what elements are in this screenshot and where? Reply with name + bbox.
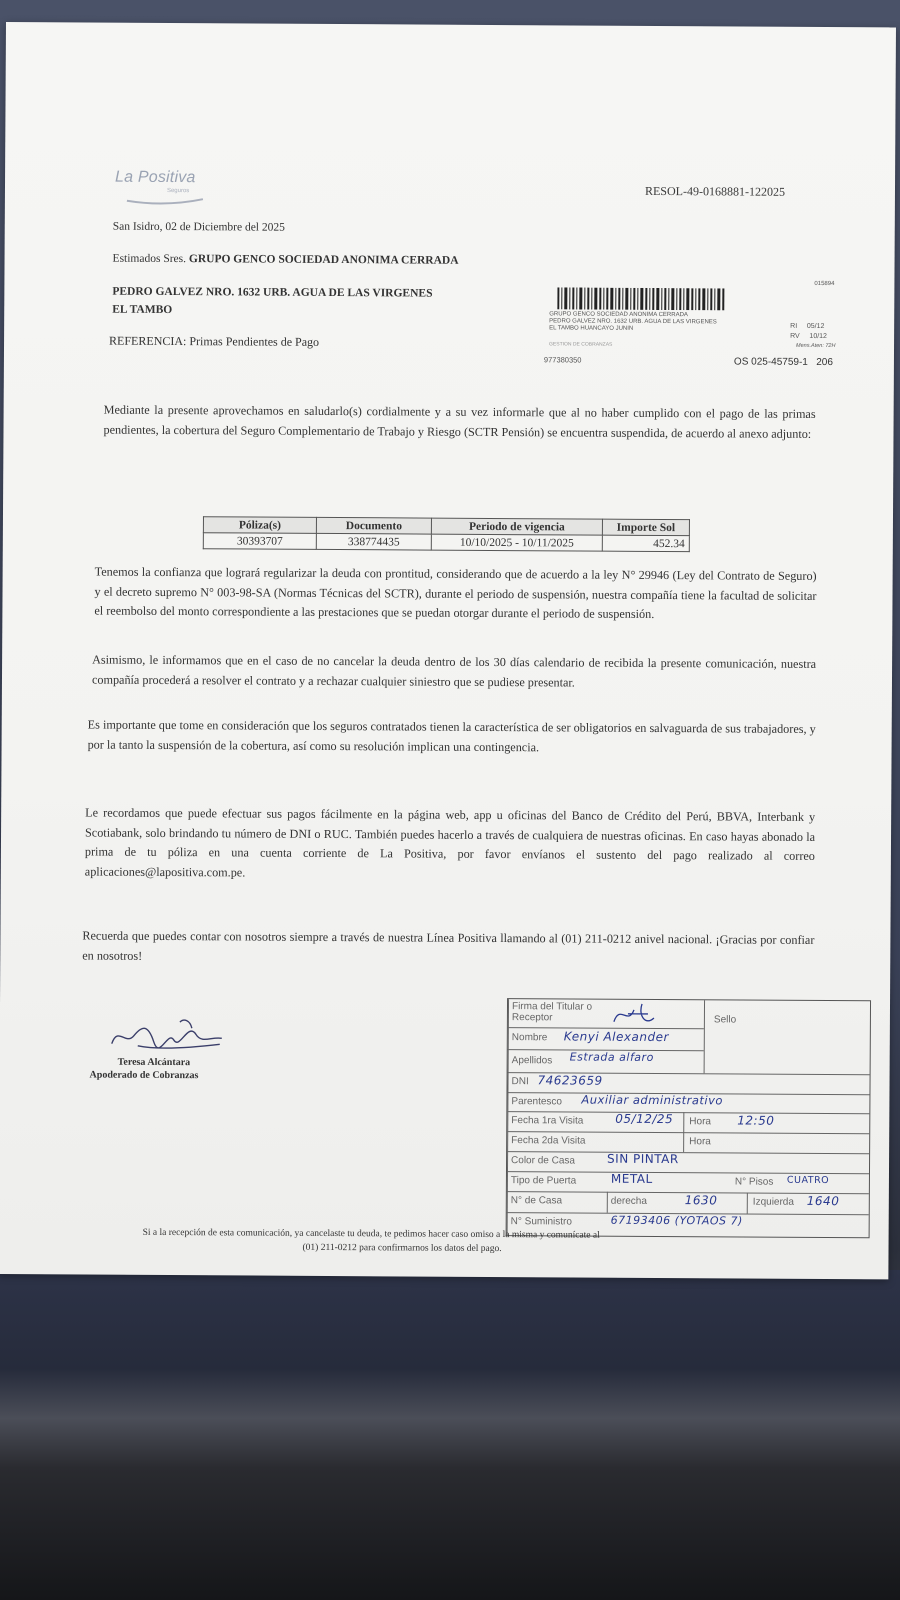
header-periodo: Periodo de vigencia xyxy=(431,518,602,535)
reference-line: REFERENCIA: Primas Pendientes de Pago xyxy=(109,333,320,349)
salutation xyxy=(113,253,459,267)
header-importe: Importe Sol xyxy=(602,519,689,536)
parentesco-value: Auxiliar administrativo xyxy=(581,1092,723,1108)
hora2-label: Hora xyxy=(689,1136,711,1148)
signer-title: Apoderado de Cobranzas xyxy=(89,1069,199,1082)
policy-table xyxy=(203,516,690,552)
nombre-value: Kenyi Alexander xyxy=(563,1029,669,1045)
signer-name: Teresa Alcántara xyxy=(117,1056,191,1069)
paragraph-pagos: Le recordamos que puede efectuar sus pagos fácilmente en la página web, app u oficinas del Banco de Crédito del Perú, BBVA, Interbank y Scotiabank, solo brindando tu número de DNI o RUC. También puedes hacerlo a través de cualquiera de nuestras oficinas. En caso hayas abonado la prima de tu póliza en una cuenta corriente de La Positiva, por favor envíanos el sustento del pago realizado al correo aplicaciones@lapositiva.com.pe. xyxy=(84,805,816,879)
address-line-2: EL TAMBO xyxy=(112,303,173,317)
color-casa-value: SIN PINTAR xyxy=(607,1151,679,1167)
sticker-line-3: EL TAMBO HUANCAYO JUNIN xyxy=(549,325,634,332)
derecha-value: 1630 xyxy=(684,1193,718,1208)
sticker-os-code: OS 025-45759-1 206 xyxy=(733,356,833,369)
header-documento: Documento xyxy=(316,517,431,534)
dni-value: 74623659 xyxy=(537,1073,603,1088)
casa-label: N° de Casa xyxy=(510,1195,563,1207)
sticker-line-2: PEDRO GALVEZ NRO. 1632 URB. AGUA DE LAS VIRGENES xyxy=(549,318,717,326)
hora1-label: Hora xyxy=(689,1116,712,1128)
izquierda-label: Izquierda xyxy=(752,1196,794,1208)
firma-label: Firma del Titular o Receptor xyxy=(511,1001,593,1024)
sticker-ri: RI 05/12 xyxy=(790,322,825,331)
company-name: GRUPO GENCO SOCIEDAD ANONIMA CERRADA xyxy=(188,253,459,267)
color-casa-label: Color de Casa xyxy=(511,1155,576,1167)
sticker-line-4: GESTION DE COBRANZAS xyxy=(549,341,613,348)
logo-subtitle: Seguros xyxy=(166,187,190,195)
derecha-label: derecha xyxy=(610,1195,647,1207)
cell-importe: 452.34 xyxy=(602,535,689,552)
salutation-prefix: Estimados Sres. xyxy=(112,252,187,266)
sticker-number: 977380350 xyxy=(543,355,582,365)
table-row xyxy=(203,533,689,552)
apellidos-label: Apellidos xyxy=(511,1055,553,1067)
sticker-line-1: GRUPO GENCO SOCIEDAD ANONIMA CERRADA xyxy=(549,311,688,319)
reception-form xyxy=(506,998,871,1238)
izquierda-value: 1640 xyxy=(806,1193,840,1209)
letter-page xyxy=(0,22,896,1279)
parentesco-label: Parentesco xyxy=(511,1096,563,1108)
cell-documento: 338774435 xyxy=(316,533,431,550)
paragraph-contacto: Recuerda que puedes contar con nosotros siempre a través de nuestra Línea Positiva llamando al (01) 211-0212 anivel nacional. ¡Gracias por confiar en nosotros! xyxy=(82,928,815,963)
fecha2-label: Fecha 2da Visita xyxy=(511,1135,586,1147)
puerta-label: Tipo de Puerta xyxy=(510,1175,577,1187)
fecha1-value: 05/12/25 xyxy=(615,1111,674,1127)
paragraph-obligatorios: Es importante que tome en consideración que los seguros contratados tienen la característica de ser obligatorios en salvaguarda de sus trabajadores, y por la tanto la suspensión de la cobertura, así como su resolución implican una contingencia. xyxy=(87,717,816,754)
sticker-code: 015894 xyxy=(814,280,835,288)
suministro-label: N° Suministro xyxy=(510,1216,572,1228)
desk-background xyxy=(0,1270,900,1600)
receptor-signature-icon xyxy=(608,1000,668,1028)
cell-periodo: 10/10/2025 - 10/11/2025 xyxy=(431,534,602,551)
date-line: San Isidro, 02 de Diciembre del 2025 xyxy=(112,220,285,234)
intro-paragraph: Mediante la presente aprovechamos en saludarlo(s) cordialmente y a su vez informarle que al no haber cumplido con el pago de las primas pendientes, la cobertura del Seguro Complementario de Trabajo y Riesgo (SCTR Pensión) se encuentra suspendida, de acuerdo al anexo adjunto: xyxy=(103,402,816,441)
pisos-value: CUATRO xyxy=(786,1174,830,1187)
company-logo: La Positiva xyxy=(115,168,196,187)
hora1-value: 12:50 xyxy=(737,1113,775,1128)
header-poliza: Póliza(s) xyxy=(203,517,316,534)
puerta-value: METAL xyxy=(610,1171,653,1186)
sticker-mens: Mens.Aten: 72H xyxy=(796,342,836,350)
paragraph-ley: Tenemos la confianza que logrará regularizar la deuda con prontitud, considerando que de acuerdo a la ley N° 29946 (Ley del Contrato de Seguro) y el decreto supremo N° 003-98-SA (Normas Técnicas del SCTR), durante el periodo de suspensión, nuestra compañía tiene la facultad de solicitar el reembolso del monto correspondiente a las prestaciones que se puedan otorgar durante el periodo de suspensión. xyxy=(94,564,817,621)
dni-label: DNI xyxy=(511,1076,529,1088)
footer-note-2: (01) 211-0212 para confirmarnos los datos del pago. xyxy=(302,1242,502,1255)
signature-icon xyxy=(108,1016,228,1057)
apellidos-value: Estrada alfaro xyxy=(569,1050,654,1064)
nombre-label: Nombre xyxy=(511,1032,548,1044)
suministro-value: 67193406 (YOTAOS 7) xyxy=(610,1213,743,1228)
sello-label: Sello xyxy=(713,1014,737,1026)
barcode-icon xyxy=(557,287,725,310)
sticker-rv: RV 10/12 xyxy=(790,332,827,341)
resolution-code: RESOL-49-0168881-122025 xyxy=(644,183,786,199)
paragraph-plazo: Asimismo, le informamos que en el caso de no cancelar la deuda dentro de los 30 días calendario de recibida la presente comunicación, nuestra compañía procederá a resolver el contrato y a rechazar cualquier siniestro que se pudiese presentar. xyxy=(91,652,817,689)
pisos-label: N° Pisos xyxy=(734,1176,774,1188)
address-line-1: PEDRO GALVEZ NRO. 1632 URB. AGUA DE LAS VIRGENES xyxy=(112,285,433,300)
footer-note-1: Si a la recepción de esta comunicación, ya cancelaste tu deuda, te pedimos hacer caso omiso a la misma y comunícate al xyxy=(142,1227,600,1241)
cell-poliza: 30393707 xyxy=(203,533,316,550)
logo-swoosh-icon xyxy=(125,195,205,205)
fecha1-label: Fecha 1ra Visita xyxy=(511,1115,584,1127)
